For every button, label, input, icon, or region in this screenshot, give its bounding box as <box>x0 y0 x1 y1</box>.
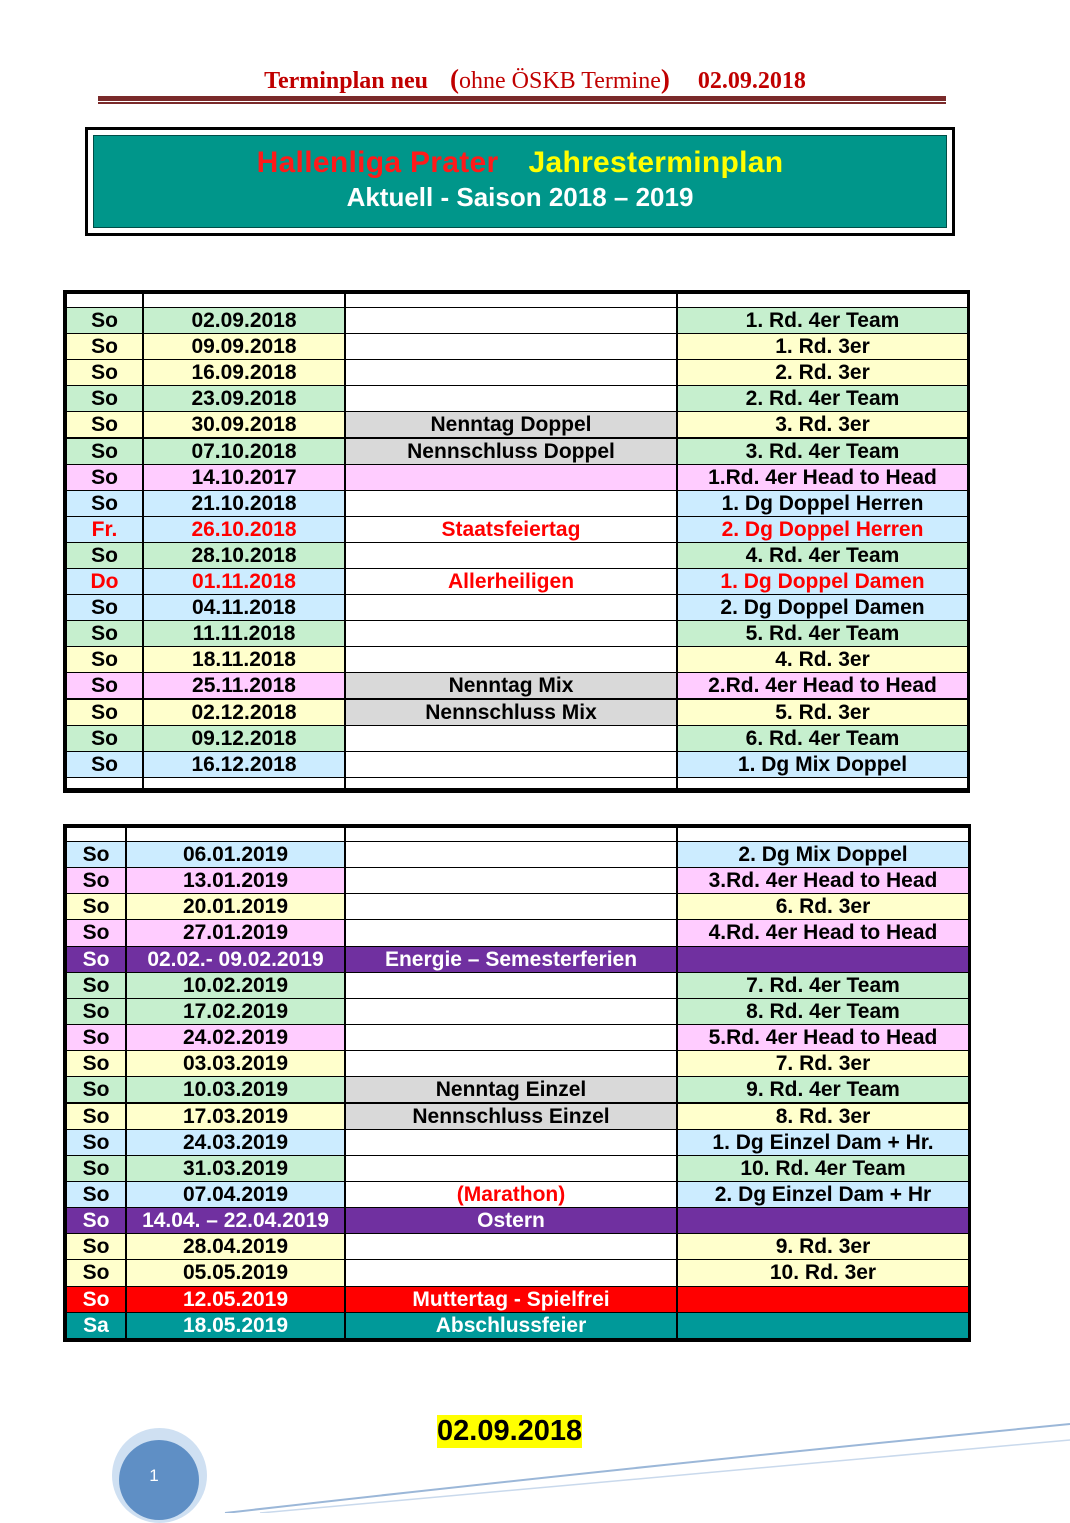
header-paren-close: ) <box>660 64 670 94</box>
event-cell: Ostern <box>346 1208 676 1233</box>
day-cell: So <box>67 726 142 751</box>
day-cell: So <box>67 439 142 464</box>
date-cell: 21.10.2018 <box>144 491 344 516</box>
event-cell: Nenntag Einzel <box>346 1077 676 1102</box>
day-cell: So <box>67 1182 125 1207</box>
day-cell: So <box>67 465 142 490</box>
date-cell: 27.01.2019 <box>127 920 344 945</box>
event-cell: Muttertag - Spielfrei <box>346 1287 676 1312</box>
date-cell: 26.10.2018 <box>144 517 344 542</box>
date-cell: 23.09.2018 <box>144 386 344 411</box>
round-cell: 8. Rd. 4er Team <box>678 999 968 1024</box>
header-note: ohne ÖSKB Termine <box>458 68 661 94</box>
date-cell: 04.11.2018 <box>144 595 344 620</box>
round-cell: 9. Rd. 4er Team <box>678 1077 968 1102</box>
event-cell: Nennschluss Einzel <box>346 1104 676 1129</box>
round-cell: 10. Rd. 4er Team <box>678 1156 968 1181</box>
day-cell: So <box>67 491 142 516</box>
round-cell: 4.Rd. 4er Head to Head <box>678 920 968 945</box>
date-cell: 24.03.2019 <box>127 1130 344 1155</box>
event-cell: Nenntag Mix <box>346 673 676 698</box>
round-cell: 3. Rd. 4er Team <box>678 439 967 464</box>
round-cell: 6. Rd. 4er Team <box>678 726 967 751</box>
round-cell: 9. Rd. 3er <box>678 1234 968 1259</box>
date-cell: 10.03.2019 <box>127 1077 344 1102</box>
round-cell: 4. Rd. 4er Team <box>678 543 967 568</box>
day-cell: So <box>67 1208 125 1233</box>
round-cell: 1. Dg Doppel Damen <box>678 569 967 594</box>
date-cell: 25.11.2018 <box>144 673 344 698</box>
date-cell: 09.09.2018 <box>144 334 344 359</box>
day-cell: So <box>67 1077 125 1102</box>
event-cell: Abschlussfeier <box>346 1313 676 1338</box>
day-cell: So <box>67 868 125 893</box>
round-cell: 2. Dg Doppel Herren <box>678 517 967 542</box>
round-cell: 5.Rd. 4er Head to Head <box>678 1025 968 1050</box>
round-cell: 8. Rd. 3er <box>678 1104 968 1129</box>
date-cell: 16.09.2018 <box>144 360 344 385</box>
day-cell: So <box>67 1260 125 1285</box>
day-cell: So <box>67 1234 125 1259</box>
date-cell: 31.03.2019 <box>127 1156 344 1181</box>
date-cell: 13.01.2019 <box>127 868 344 893</box>
date-cell: 14.04. – 22.04.2019 <box>127 1208 344 1233</box>
date-cell: 24.02.2019 <box>127 1025 344 1050</box>
round-cell: 2. Rd. 4er Team <box>678 386 967 411</box>
date-cell: 07.10.2018 <box>144 439 344 464</box>
day-cell: So <box>67 947 125 972</box>
event-cell: Allerheiligen <box>346 569 676 594</box>
round-cell: 1. Rd. 3er <box>678 334 967 359</box>
day-cell: So <box>67 308 142 333</box>
date-cell: 20.01.2019 <box>127 894 344 919</box>
header-paren-open: ( <box>449 64 459 94</box>
event-cell: Nennschluss Mix <box>346 700 676 725</box>
page-number: 1 <box>149 1466 159 1485</box>
day-cell: So <box>67 1051 125 1076</box>
round-cell: 10. Rd. 3er <box>678 1260 968 1285</box>
day-cell: So <box>67 360 142 385</box>
header-date: 02.09.2018 <box>697 68 806 94</box>
day-cell: So <box>67 647 142 672</box>
date-cell: 14.10.2017 <box>144 465 344 490</box>
day-cell: Do <box>67 569 142 594</box>
day-cell: So <box>67 543 142 568</box>
day-cell: So <box>67 334 142 359</box>
day-cell: So <box>67 700 142 725</box>
banner-title-league: Hallenliga Prater <box>256 146 499 179</box>
round-cell: 1. Dg Mix Doppel <box>678 752 967 777</box>
day-cell: So <box>67 595 142 620</box>
round-cell: 3. Rd. 3er <box>678 412 967 437</box>
round-cell: 3.Rd. 4er Head to Head <box>678 868 968 893</box>
day-cell: So <box>67 1025 125 1050</box>
day-cell: Fr. <box>67 517 142 542</box>
day-cell: So <box>67 920 125 945</box>
round-cell: 5. Rd. 3er <box>678 700 967 725</box>
day-cell: So <box>67 842 125 867</box>
round-cell: 7. Rd. 3er <box>678 1051 968 1076</box>
date-cell: 01.11.2018 <box>144 569 344 594</box>
date-cell: 02.12.2018 <box>144 700 344 725</box>
date-cell: 16.12.2018 <box>144 752 344 777</box>
event-cell: Staatsfeiertag <box>346 517 676 542</box>
round-cell: 4. Rd. 3er <box>678 647 967 672</box>
round-cell: 1. Dg Doppel Herren <box>678 491 967 516</box>
date-cell: 17.02.2019 <box>127 999 344 1024</box>
day-cell: So <box>67 973 125 998</box>
round-cell: 1.Rd. 4er Head to Head <box>678 465 967 490</box>
day-cell: So <box>67 412 142 437</box>
date-cell: 06.01.2019 <box>127 842 344 867</box>
round-cell: 2. Dg Mix Doppel <box>678 842 968 867</box>
date-cell: 18.05.2019 <box>127 1313 344 1338</box>
date-cell: 28.04.2019 <box>127 1234 344 1259</box>
footer-date: 02.09.2018 <box>437 1415 583 1447</box>
round-cell: 2. Rd. 3er <box>678 360 967 385</box>
date-cell: 11.11.2018 <box>144 621 344 646</box>
date-cell: 07.04.2019 <box>127 1182 344 1207</box>
day-cell: So <box>67 1130 125 1155</box>
round-cell: 5. Rd. 4er Team <box>678 621 967 646</box>
date-cell: 02.09.2018 <box>144 308 344 333</box>
day-cell: Sa <box>67 1313 125 1338</box>
day-cell: So <box>67 894 125 919</box>
round-cell: 6. Rd. 3er <box>678 894 968 919</box>
date-cell: 03.03.2019 <box>127 1051 344 1076</box>
day-cell: So <box>67 752 142 777</box>
round-cell: 2.Rd. 4er Head to Head <box>678 673 967 698</box>
header-title: Terminplan neu <box>264 68 428 94</box>
day-cell: So <box>67 999 125 1024</box>
date-cell: 18.11.2018 <box>144 647 344 672</box>
date-cell: 17.03.2019 <box>127 1104 344 1129</box>
date-cell: 10.02.2019 <box>127 973 344 998</box>
round-cell: 1. Dg Einzel Dam + Hr. <box>678 1130 968 1155</box>
banner-title-plan: Jahresterminplan <box>528 146 784 179</box>
round-cell: 1. Rd. 4er Team <box>678 308 967 333</box>
round-cell: 7. Rd. 4er Team <box>678 973 968 998</box>
event-cell: (Marathon) <box>346 1182 676 1207</box>
event-cell: Energie – Semesterferien <box>346 947 676 972</box>
day-cell: So <box>67 673 142 698</box>
day-cell: So <box>67 1104 125 1129</box>
event-cell: Nennschluss Doppel <box>346 439 676 464</box>
date-cell: 12.05.2019 <box>127 1287 344 1312</box>
date-cell: 09.12.2018 <box>144 726 344 751</box>
round-cell: 2. Dg Doppel Damen <box>678 595 967 620</box>
date-cell: 02.02.- 09.02.2019 <box>127 947 344 972</box>
event-cell: Nenntag Doppel <box>346 412 676 437</box>
day-cell: So <box>67 621 142 646</box>
round-cell: 2. Dg Einzel Dam + Hr <box>678 1182 968 1207</box>
date-cell: 30.09.2018 <box>144 412 344 437</box>
date-cell: 28.10.2018 <box>144 543 344 568</box>
day-cell: So <box>67 386 142 411</box>
day-cell: So <box>67 1287 125 1312</box>
banner-subtitle: Aktuell - Saison 2018 – 2019 <box>346 182 694 212</box>
day-cell: So <box>67 1156 125 1181</box>
date-cell: 05.05.2019 <box>127 1260 344 1285</box>
